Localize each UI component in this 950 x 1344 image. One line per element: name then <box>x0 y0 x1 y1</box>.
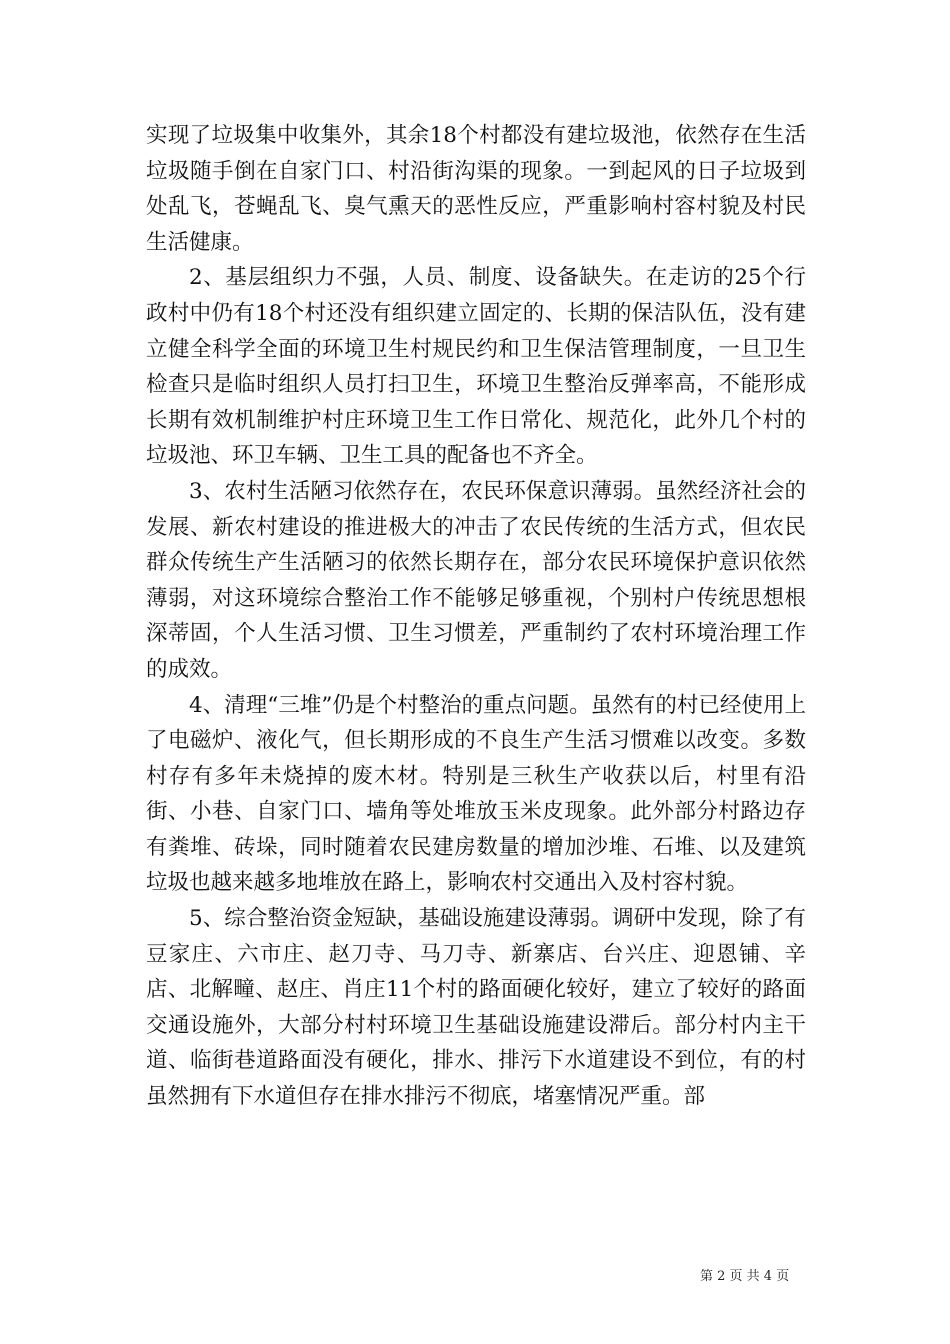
paragraph-continuation: 实现了垃圾集中收集外，其余18个村都没有建垃圾池，依然存在生活垃圾随手倒在自家门口、村沿街沟渠的现象。一到起风的日子垃圾到处乱飞，苍蝇乱飞、臭气熏天的恶性反应，严重影响村容村貌及村民生活健康。 <box>146 123 806 255</box>
paragraph-item-4: 4、清理“三堆”仍是个村整治的重点问题。虽然有的村已经使用上了电磁炉、液化气，但长期形成的不良生产生活习惯难以改变。多数村存有多年未烧掉的废木材。特别是三秋生产收获以后，村里有沿街、小巷、自家门口、墙角等处堆放玉米皮现象。此外部分村路边存有粪堆、砖垛，同时随着农民建房数量的增加沙堆、石堆、以及建筑垃圾也越来越多地堆放在路上，影响农村交通出入及村容村貌。 <box>146 692 806 896</box>
paragraph-item-5: 5、综合整治资金短缺，基础设施建设薄弱。调研中发现，除了有豆家庄、六市庄、赵刀寺、马刀寺、新寨店、台兴庄、迎恩铺、辛店、北解疃、赵庄、肖庄11个村的路面硬化较好，建立了较好的路面交通设施外，大部分村村环境卫生基础设施建设滞后。部分村内主干道、临街巷道路面没有硬化，排水、排污下水道建设不到位，有的村虽然拥有下水道但存在排水排污不彻底，堵塞情况严重。部 <box>146 906 806 1110</box>
paragraph-item-3: 3、农村生活陋习依然存在，农民环保意识薄弱。虽然经济社会的发展、新农村建设的推进极大的冲击了农民传统的生活方式，但农民群众传统生产生活陋习的依然长期存在，部分农民环境保护意识依然薄弱，对这环境综合整治工作不能够足够重视，个别村户传统思想根深蒂固，个人生活习惯、卫生习惯差，严重制约了农村环境治理工作的成效。 <box>146 478 806 682</box>
document-body <box>146 118 806 1115</box>
page-number-footer: 第 2 页 共 4 页 <box>700 1269 790 1284</box>
paragraph-item-2: 2、基层组织力不强，人员、制度、设备缺失。在走访的25个行政村中仍有18个村还没有组织建立固定的、长期的保洁队伍，没有建立健全科学全面的环境卫生村规民约和卫生保洁管理制度，一旦卫生检查只是临时组织人员打扫卫生，环境卫生整治反弹率高，不能形成长期有效机制维护村庄环境卫生工作日常化、规范化，此外几个村的垃圾池、环卫车辆、卫生工具的配备也不齐全。 <box>146 265 806 469</box>
